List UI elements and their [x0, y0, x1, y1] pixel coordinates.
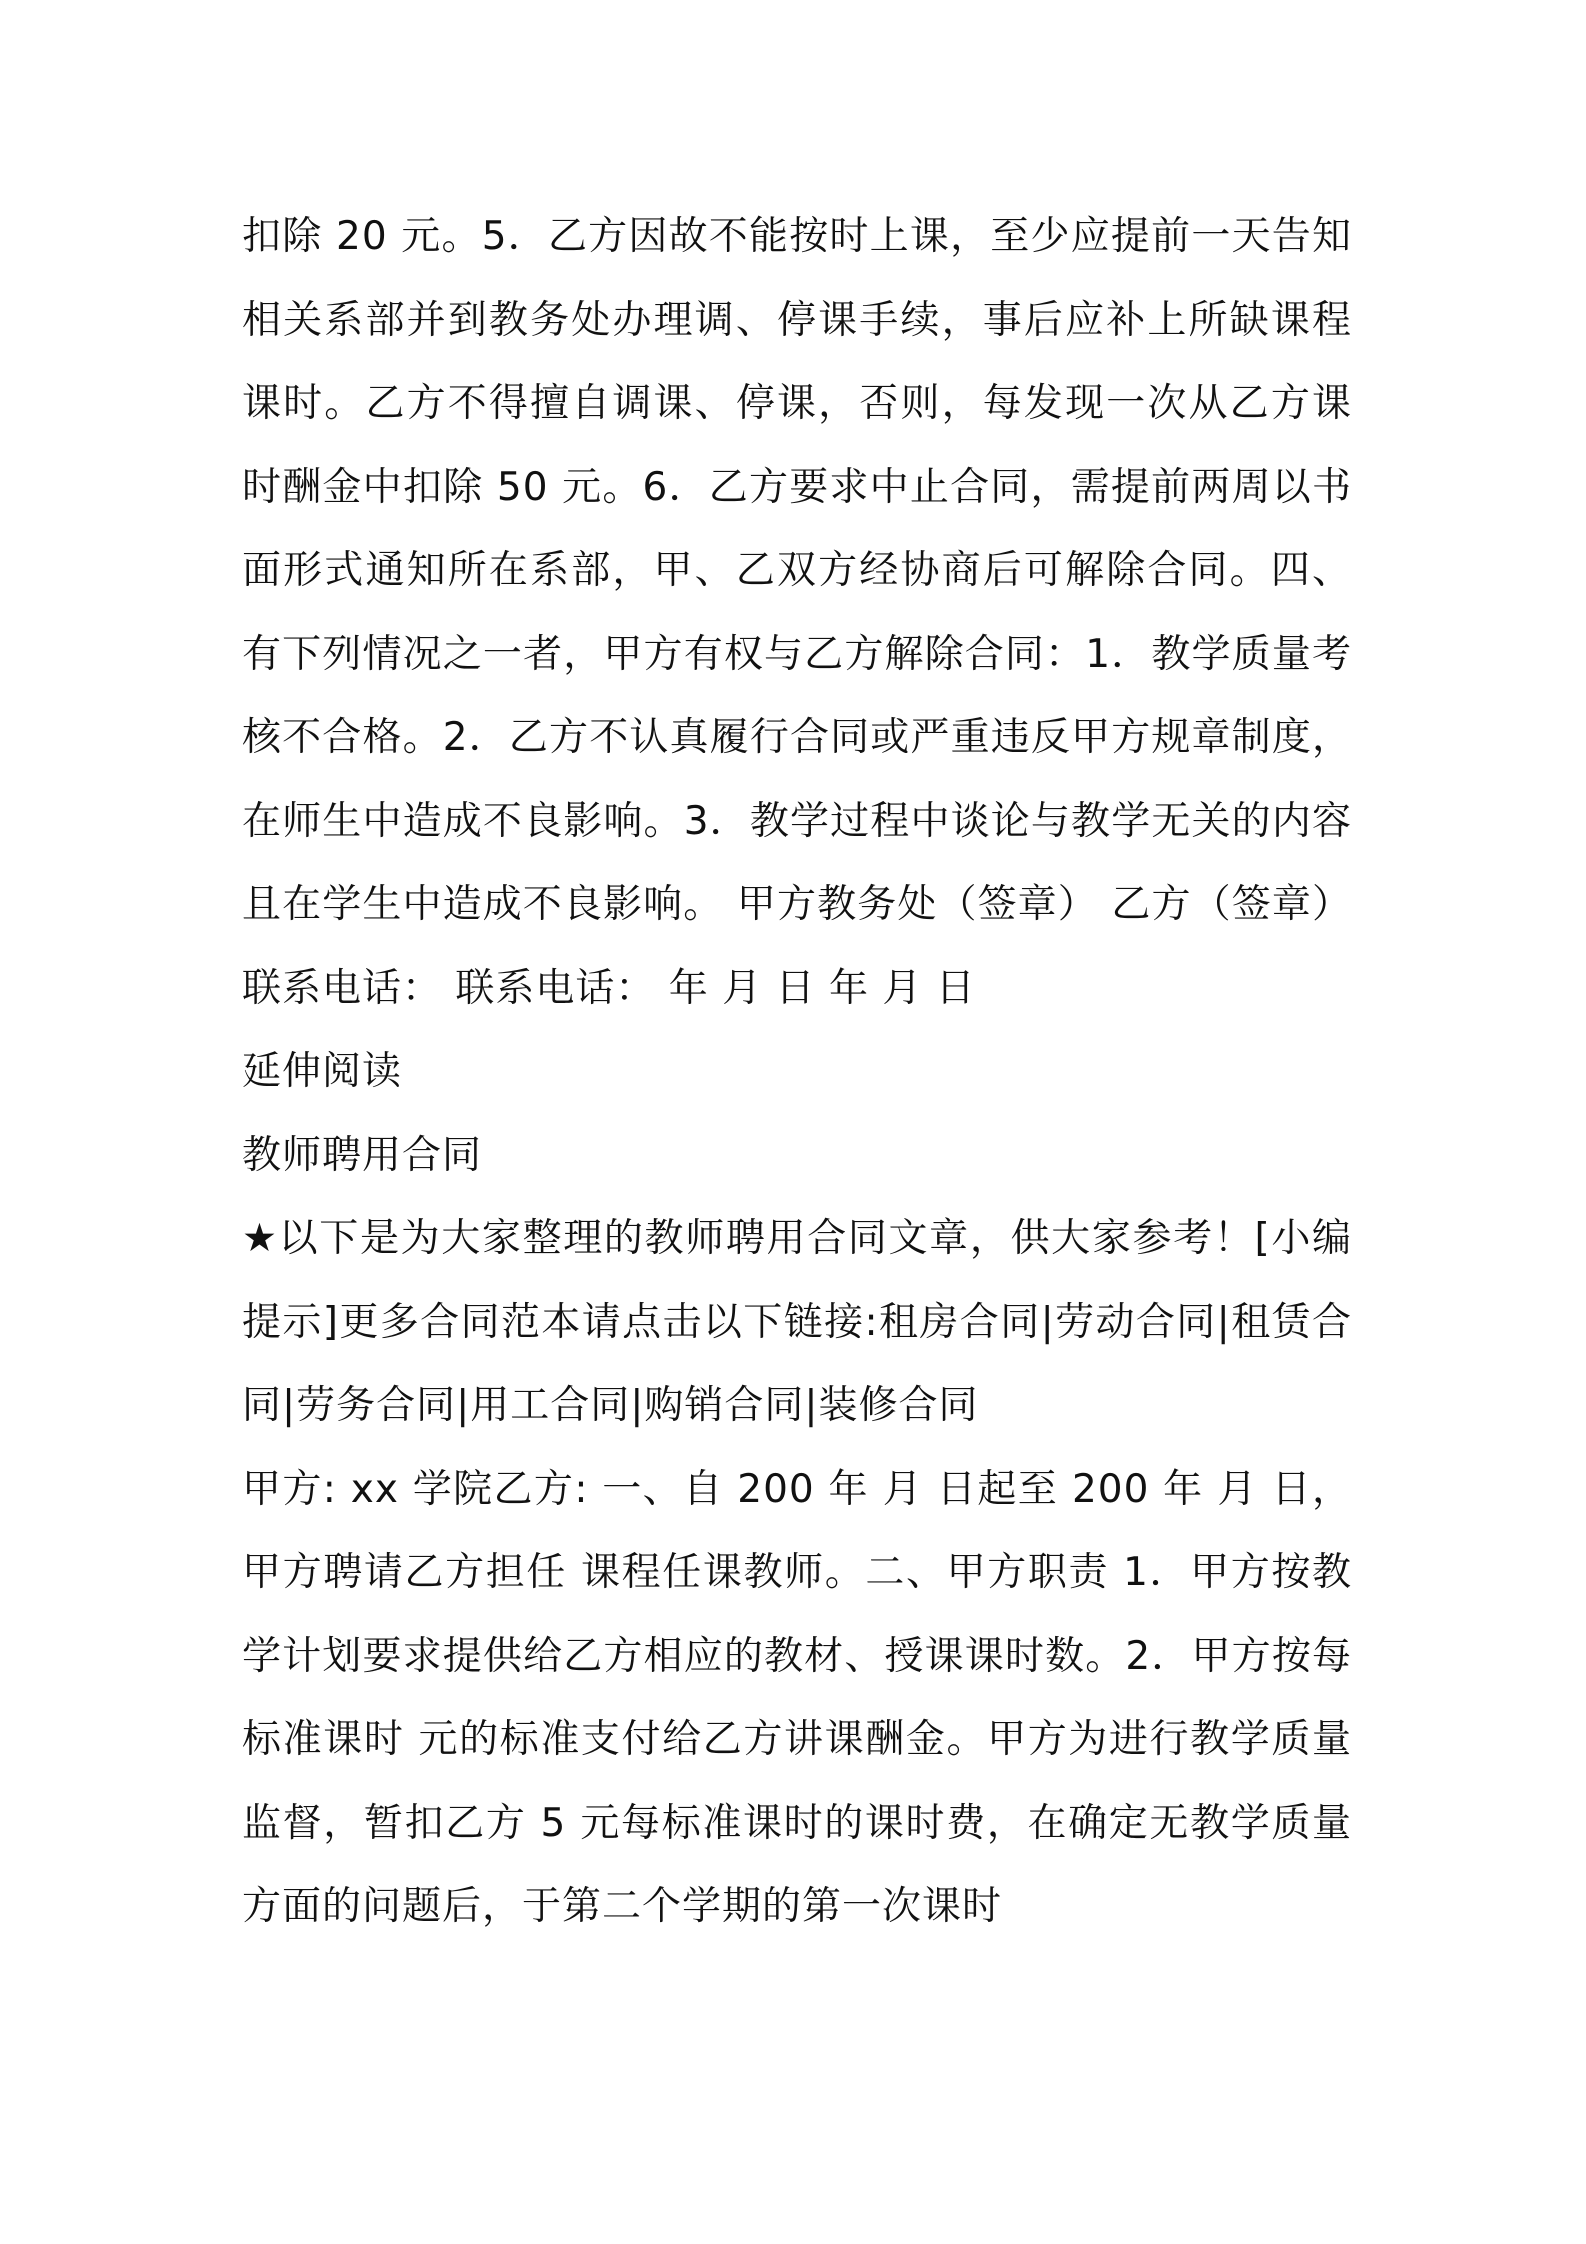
contract-terms-paragraph: 扣除 20 元。5．乙方因故不能按时上课，至少应提前一天告知相关系部并到教务处办理调、停课手续，事后应补上所缺课程课时。乙方不得擅自调课、停课，否则，每发现一次从乙方课时酬金中扣除 50 元。6．乙方要求中止合同，需提前两周以书面形式通知所在系部，甲、乙双方经协商后可解除合同。四、有下列情况之一者，甲方有权与乙方解除合同：1．教学质量考核不合格。2．乙方不认真履行合同或严重违反甲方规章制度，在师生中造成不良影响。3．教学过程中谈论与教学无关的内容且在学生中造成不良影响。 甲方教务处（签章） 乙方（签章）联系电话： 联系电话： 年 月 日 年 月 日 — [242, 214, 1352, 1011]
extended-reading-heading: 延伸阅读 — [242, 1049, 403, 1094]
document-body — [242, 195, 1352, 1949]
article-title: 教师聘用合同 — [242, 1132, 483, 1178]
contract-body-paragraph: 甲方: xx 学院乙方: 一、自 200 年 月 日起至 200 年 月 日，甲方聘请乙方担任 课程任课教师。二、甲方职责 1．甲方按教学计划要求提供给乙方相应的教材、授课课时数。2．甲方按每标准课时 元的标准支付给乙方讲课酬金。甲方为进行教学质量监督，暂扣乙方 5 元每标准课时的课时费，在确定无教学质量方面的问题后，于第二个学期的第一次课时 — [242, 1466, 1352, 1929]
intro-paragraph: ★以下是为大家整理的教师聘用合同文章，供大家参考！[小编提示]更多合同范本请点击以下链接:租房合同|劳动合同|租赁合同|劳务合同|用工合同|购销合同|装修合同 — [242, 1216, 1352, 1428]
